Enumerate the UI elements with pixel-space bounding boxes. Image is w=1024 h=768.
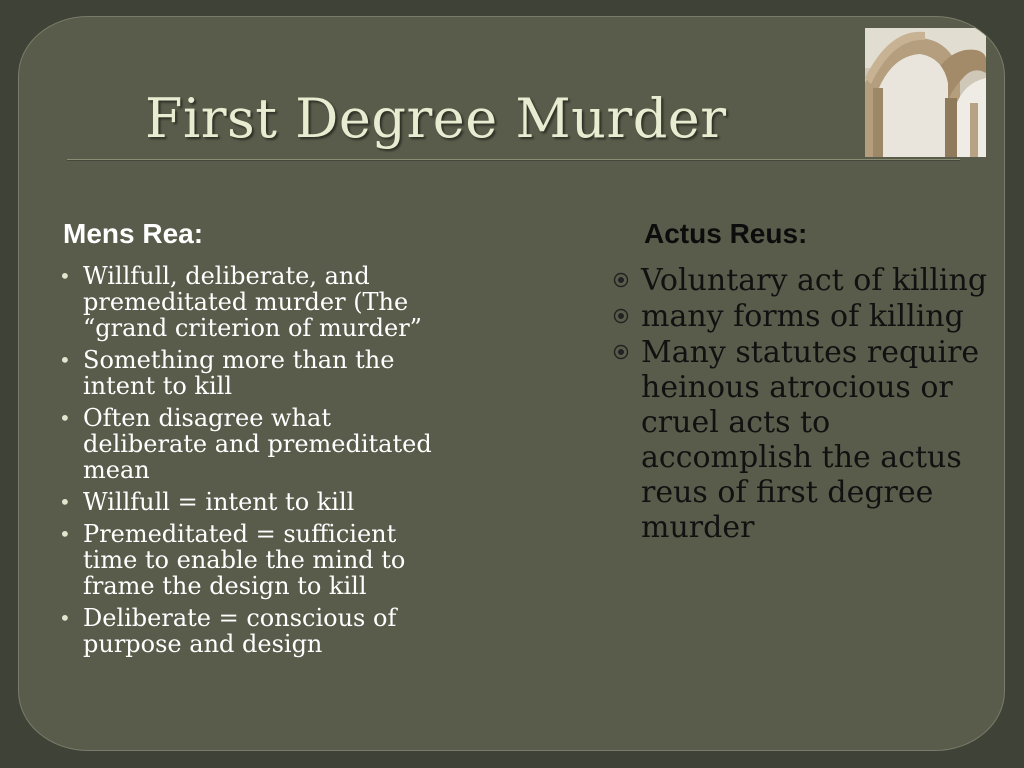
list-item: [57, 521, 457, 599]
list-item: [57, 263, 457, 341]
list-item-text: Willfull, deliberate, and premeditated murder (The “grand criterion of murder”: [83, 262, 422, 342]
list-item-text: Many statutes require heinous atrocious or cruel acts to accomplish the actus reus of first degree murder: [641, 335, 980, 545]
dot-bullet-icon: •: [59, 406, 71, 430]
list-item: [57, 605, 457, 657]
list-item: [609, 263, 1001, 298]
list-item: [57, 347, 457, 399]
list-item-text: Willfull = intent to kill: [83, 488, 355, 516]
list-item: [609, 299, 1001, 334]
dot-bullet-icon: •: [59, 522, 71, 546]
mens-rea-header: Mens Rea:: [63, 218, 204, 249]
dot-bullet-icon: •: [59, 264, 71, 288]
list-item-text: Often disagree what deliberate and premeditated mean: [83, 404, 432, 484]
actus-reus-list: [609, 263, 1001, 546]
slide-frame: [18, 16, 1005, 751]
circled-dot-bullet-icon: [613, 272, 629, 288]
slide-title: First Degree Murder: [145, 87, 727, 150]
dot-bullet-icon: •: [59, 490, 71, 514]
list-item-text: Premeditated = sufficient time to enable the mind to frame the design to kill: [83, 520, 406, 600]
arch-photo: [865, 28, 986, 157]
list-item-text: Something more than the intent to kill: [83, 346, 395, 400]
list-item: [609, 335, 1001, 545]
list-item: [57, 489, 457, 515]
mens-rea-list: [57, 263, 457, 663]
circled-dot-bullet-icon: [613, 344, 629, 360]
circled-dot-bullet-icon: [613, 308, 629, 324]
list-item-text: Deliberate = conscious of purpose and design: [83, 604, 397, 658]
list-item-text: many forms of killing: [641, 299, 964, 334]
list-item: [57, 405, 457, 483]
title-divider: [67, 159, 960, 161]
dot-bullet-icon: •: [59, 348, 71, 372]
dot-bullet-icon: •: [59, 606, 71, 630]
actus-reus-header: Actus Reus:: [644, 218, 808, 249]
list-item-text: Voluntary act of killing: [641, 263, 988, 298]
